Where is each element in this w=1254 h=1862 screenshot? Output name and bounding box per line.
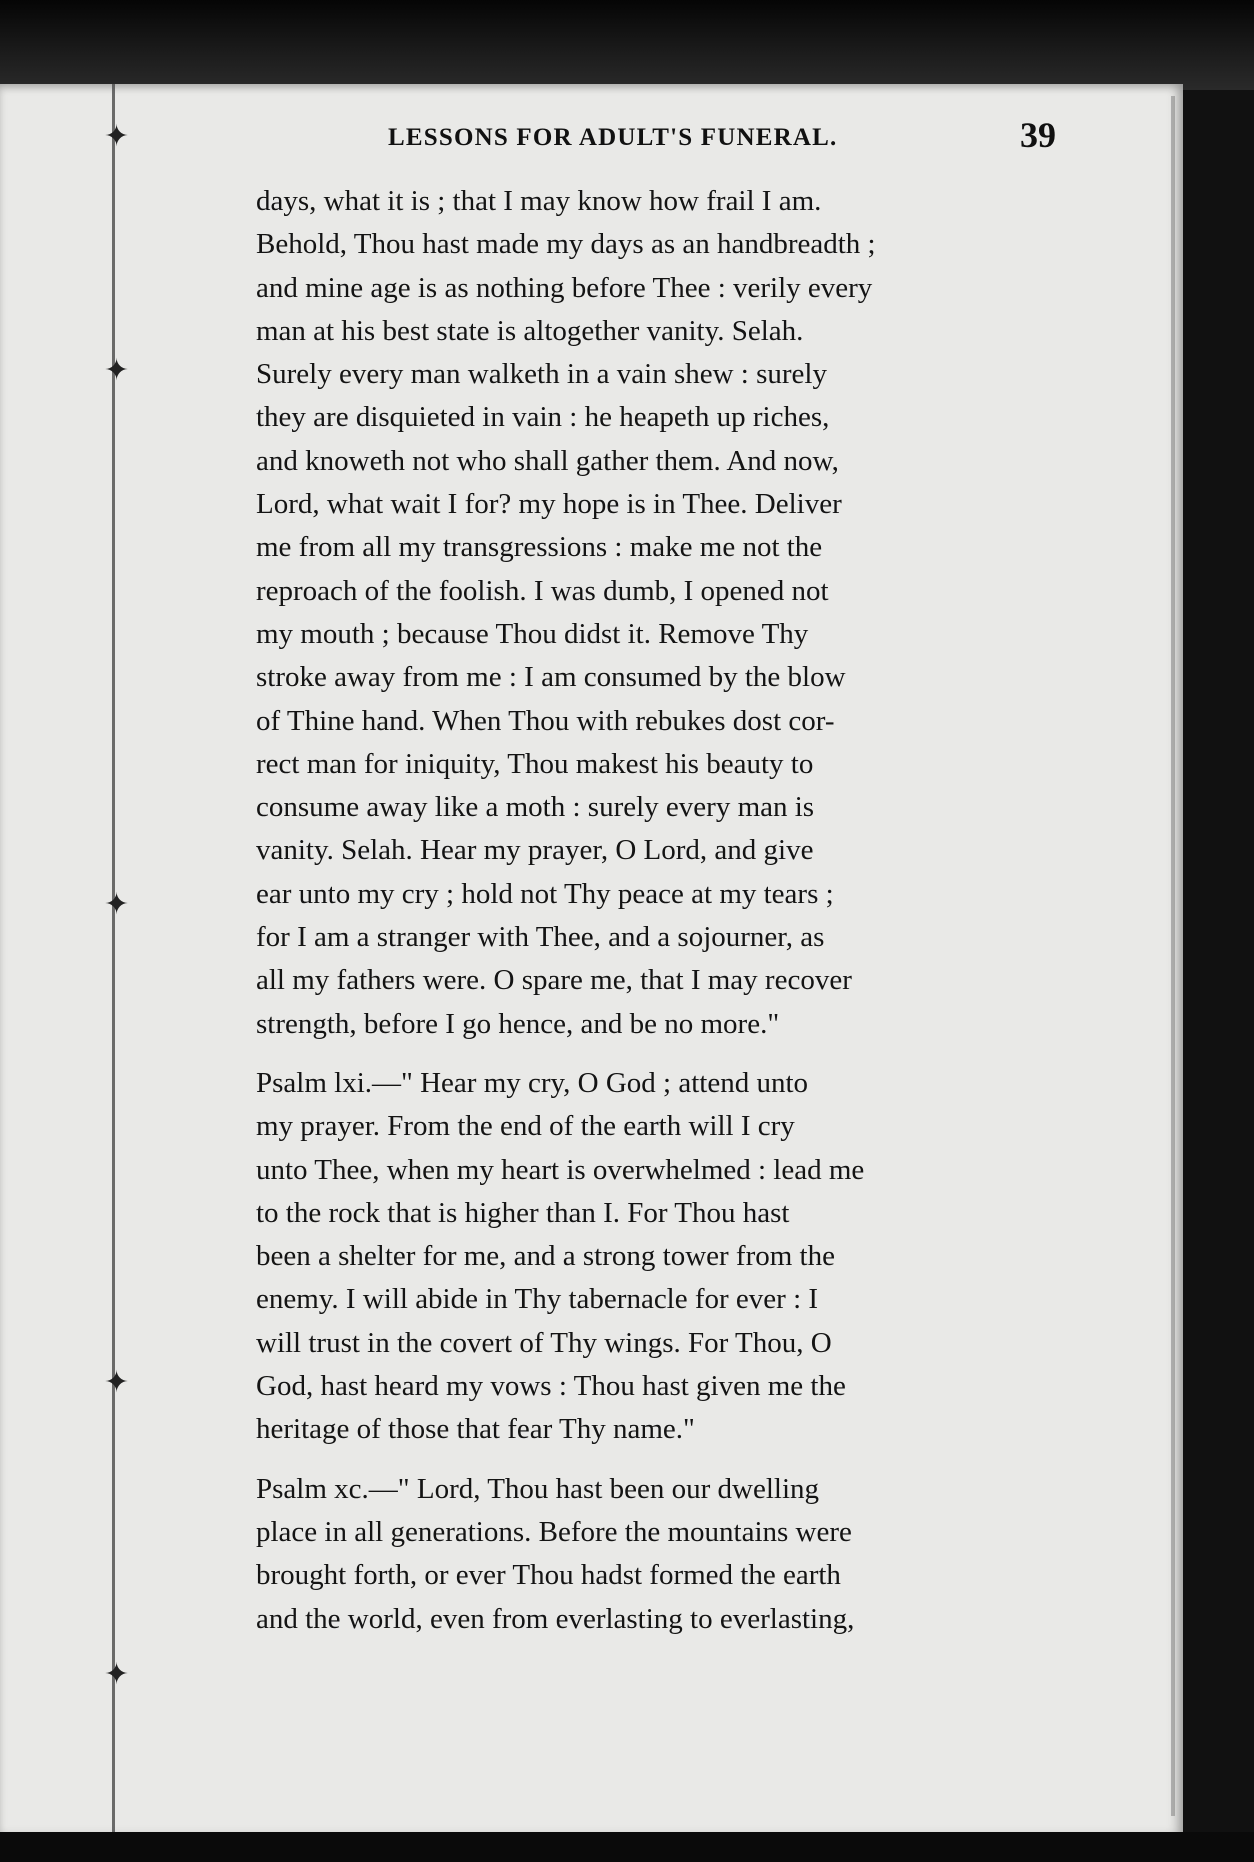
text-line: and mine age is as nothing before Thee : verily every [256, 271, 873, 304]
text-line: Psalm xc.—" Lord, Thou hast been our dwelling [256, 1472, 820, 1505]
margin-mark-icon: ✦ [104, 119, 130, 154]
text-line: ear unto my cry ; hold not Thy peace at my tears ; [256, 877, 834, 910]
text-line: will trust in the covert of Thy wings. For Thou, O [256, 1326, 832, 1359]
text-line: of Thine hand. When Thou with rebukes dost cor- [256, 704, 835, 737]
text-line: my mouth ; because Thou didst it. Remove Thy [256, 617, 809, 650]
text-line: stroke away from me : I am consumed by the blow [256, 661, 846, 694]
bottom-scan-edge [0, 1832, 1254, 1862]
running-title: LESSONS FOR ADULT'S FUNERAL. [388, 124, 838, 151]
text-line: and the world, even from everlasting to everlasting, [256, 1602, 855, 1635]
paragraph [256, 1062, 1046, 1452]
text-line: God, hast heard my vows : Thou hast given me the [256, 1370, 846, 1403]
text-line: man at his best state is altogether vanity. Selah. [256, 314, 804, 347]
text-line: heritage of those that fear Thy name." [256, 1413, 695, 1446]
paragraph [256, 180, 1046, 1046]
page-right-edge [1171, 96, 1175, 1816]
margin-mark-icon: ✦ [104, 887, 130, 922]
text-line: unto Thee, when my heart is overwhelmed : lead me [256, 1153, 865, 1186]
text-line: strength, before I go hence, and be no more." [256, 1007, 780, 1040]
paragraph-list [256, 180, 1046, 1641]
text-line: brought forth, or ever Thou hadst formed the earth [256, 1559, 841, 1592]
text-line: and knoweth not who shall gather them. And now, [256, 444, 839, 477]
text-line: enemy. I will abide in Thy tabernacle for ever : I [256, 1283, 819, 1316]
text-line: for I am a stranger with Thee, and a sojourner, as [256, 921, 825, 954]
margin-mark-icon: ✦ [104, 353, 130, 388]
text-line: reproach of the foolish. I was dumb, I opened not [256, 574, 829, 607]
text-line: been a shelter for me, and a strong tower from the [256, 1240, 835, 1273]
text-line: Behold, Thou hast made my days as an handbreadth ; [256, 228, 876, 261]
page-number: 39 [1020, 115, 1056, 155]
text-line: place in all generations. Before the mountains were [256, 1515, 852, 1548]
text-line: rect man for iniquity, Thou makest his beauty to [256, 747, 814, 780]
text-line: me from all my transgressions : make me not the [256, 531, 823, 564]
margin-mark-icon: ✦ [104, 1365, 130, 1400]
text-line: days, what it is ; that I may know how frail I am. [256, 185, 822, 217]
margin-mark-icon: ✦ [104, 1657, 130, 1692]
binding-margin-line [112, 84, 115, 1836]
paragraph-gap [256, 1046, 1046, 1062]
text-line: Psalm lxi.—" Hear my cry, O God ; attend unto [256, 1066, 809, 1099]
paragraph-gap [256, 1452, 1046, 1468]
text-line: my prayer. From the end of the earth will I cry [256, 1110, 795, 1143]
top-scan-edge [0, 0, 1254, 90]
text-line: vanity. Selah. Hear my prayer, O Lord, and give [256, 834, 814, 867]
text-line: Surely every man walketh in a vain shew : surely [256, 358, 827, 391]
text-line: consume away like a moth : surely every man is [256, 791, 815, 824]
text-line: all my fathers were. O spare me, that I may recover [256, 964, 852, 997]
paragraph [256, 1468, 1046, 1641]
body-text [256, 180, 1046, 1641]
text-line: Lord, what wait I for? my hope is in Thee. Deliver [256, 488, 842, 521]
page-header [256, 114, 1056, 160]
text-line: they are disquieted in vain : he heapeth up riches, [256, 401, 830, 434]
text-line: to the rock that is higher than I. For Thou hast [256, 1196, 790, 1229]
